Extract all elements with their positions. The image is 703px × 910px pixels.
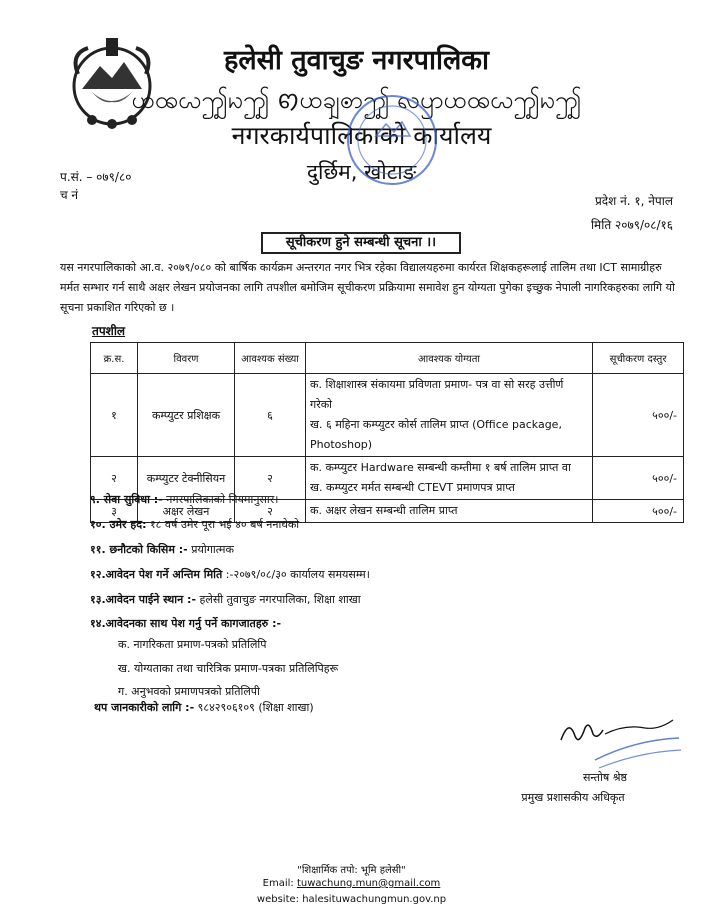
reference-number: प.सं. – ०७९/८० <box>60 170 132 184</box>
row-description: कम्प्युटर टेक्नीसियन <box>138 457 235 500</box>
header-fee: सूचीकरण दस्तुर <box>593 343 684 374</box>
table-row <box>91 374 684 457</box>
list-item: १०. उमेर हद: १८ वर्ष उमेर पूरा भई ४० बर्ष ननाघेको <box>90 518 300 531</box>
row-count: २ <box>235 500 306 523</box>
header-count: आवश्यक संख्या <box>235 343 306 374</box>
list-item: ९. सेवा सुविधा :- नगरपालिकाको नियमानुसार। <box>90 493 279 506</box>
notice-title: सूचीकरण हुने सम्बन्धी सूचना ।। <box>261 232 461 254</box>
qualification-line: ख. ६ महिना कम्प्युटर कोर्स तालिम प्राप्त (Office package, Photoshop) <box>310 418 562 451</box>
row-sn: २ <box>91 457 138 500</box>
qualification-line: क. कम्प्युटर Hardware सम्बन्धी कम्तीमा १ बर्ष तालिम प्राप्त वा <box>310 461 571 474</box>
row-description: कम्प्युटर प्रशिक्षक <box>138 374 235 457</box>
list-item: १२.आवेदन पेश गर्ने अन्तिम मिति :-२०७९/०८/३० कार्यालय समयसम्म। <box>90 568 370 581</box>
table-header-row <box>91 343 684 374</box>
row-qualification <box>306 374 593 457</box>
signature-icon <box>555 710 685 774</box>
list-item: १३.आवेदन पाईने स्थान :- हलेसी तुवाचुङ नगरपालिका, शिक्षा शाखा <box>90 593 361 606</box>
row-fee: ५००/- <box>593 374 684 457</box>
signatory-name: सन्तोष श्रेष्ठ <box>582 771 628 784</box>
email-link[interactable]: tuwachung.mun@gmail.com <box>296 878 441 889</box>
row-fee: ५००/- <box>593 500 684 523</box>
signatory-title: प्रमुख प्रशासकीय अधिकृत <box>521 791 625 804</box>
header-description: विवरण <box>138 343 235 374</box>
document-item: क. नागरिकता प्रमाण-पत्रको प्रतिलिपि <box>118 638 267 651</box>
row-description: अक्षर लेखन <box>138 500 235 523</box>
list-item: ११. छनौटको किसिम :- प्रयोगात्मक <box>90 543 234 556</box>
row-qualification <box>306 457 593 500</box>
header-qualification: आवश्यक योग्यता <box>306 343 593 374</box>
qualification-line: क. शिक्षाशास्त्र संकायमा प्रविणता प्रमाण- पत्र वा सो सरह उत्तीर्ण गरेको <box>310 378 564 411</box>
qualification-line: क. अक्षर लेखन सम्बन्धी तालिम प्राप्त <box>310 504 458 517</box>
list-item: १४.आवेदनका साथ पेश गर्नु पर्ने कागजातहरु :- <box>90 617 282 630</box>
notice-date: मिति २०७९/०८/१६ <box>590 218 673 232</box>
qualification-line: ख. कम्प्युटर मर्मत सम्बन्धी CTEVT प्रमाणपत्र प्राप्त <box>310 481 515 494</box>
document-item: ख. योग्यताका तथा चारित्रिक प्रमाण-पत्रका प्रतिलिपिहरू <box>118 662 339 675</box>
office-stamp-icon <box>340 88 440 192</box>
dispatch-number: च नं <box>60 188 79 202</box>
office-name: नगरकार्यपालिकाको कार्यालय <box>231 121 492 150</box>
row-count: २ <box>235 457 306 500</box>
footer-motto: "शिक्षार्मिक तपो: भूमि हलेसी" <box>297 865 406 876</box>
header-sn: क्र.स. <box>91 343 138 374</box>
details-heading: तपशील <box>92 324 126 338</box>
row-sn: ३ <box>91 500 138 523</box>
row-count: ६ <box>235 374 306 457</box>
row-sn: १ <box>91 374 138 457</box>
intro-paragraph: यस नगरपालिकाको आ.व. २०७९/०८० को बार्षिक कार्यक्रम अन्तरगत नगर भित्र रहेका विद्यालयहरुमा कार्यरत शिक्षकहरूलाई तालिम तथा ICT सामाग्रीहरु मर्मत सम्भार गर्न साथै अक्षर लेखन प्रयोजनका लागि तपशील बमोजिम सूचीकरण प्रक्रियामा समावेश हुन योग्यता पुगेका इच्छुक नेपाली नागरिकहरुका लागि यो सूचना प्रकाशित गरिएको छ । <box>60 261 675 314</box>
row-fee: ५००/- <box>593 457 684 500</box>
contact-info: थप जानकारीको लागि :- ९८४२९०६१०९ (शिक्षा शाखा) <box>94 701 314 714</box>
province: प्रदेश नं. १, नेपाल <box>594 194 673 208</box>
footer-website[interactable]: website: halesituwachungmun.gov.np <box>256 894 447 905</box>
municipality-name-script: ꩤꩪꩬꩶꩢꩶ ꩅꩤꩾꩦꩶ ꩮꩥꩤꩪꩬꩶꩢꩶ <box>131 86 582 114</box>
municipality-name: हलेसी तुवाचुङ नगरपालिका <box>223 45 489 76</box>
footer-email: Email: tuwachung.mun@gmail.com <box>262 878 441 889</box>
document-item: ग. अनुभवको प्रमाणपत्रको प्रतिलिपी <box>118 685 260 698</box>
office-location: दुर्छिम, खोटाङ <box>306 160 417 184</box>
row-qualification <box>306 500 593 523</box>
